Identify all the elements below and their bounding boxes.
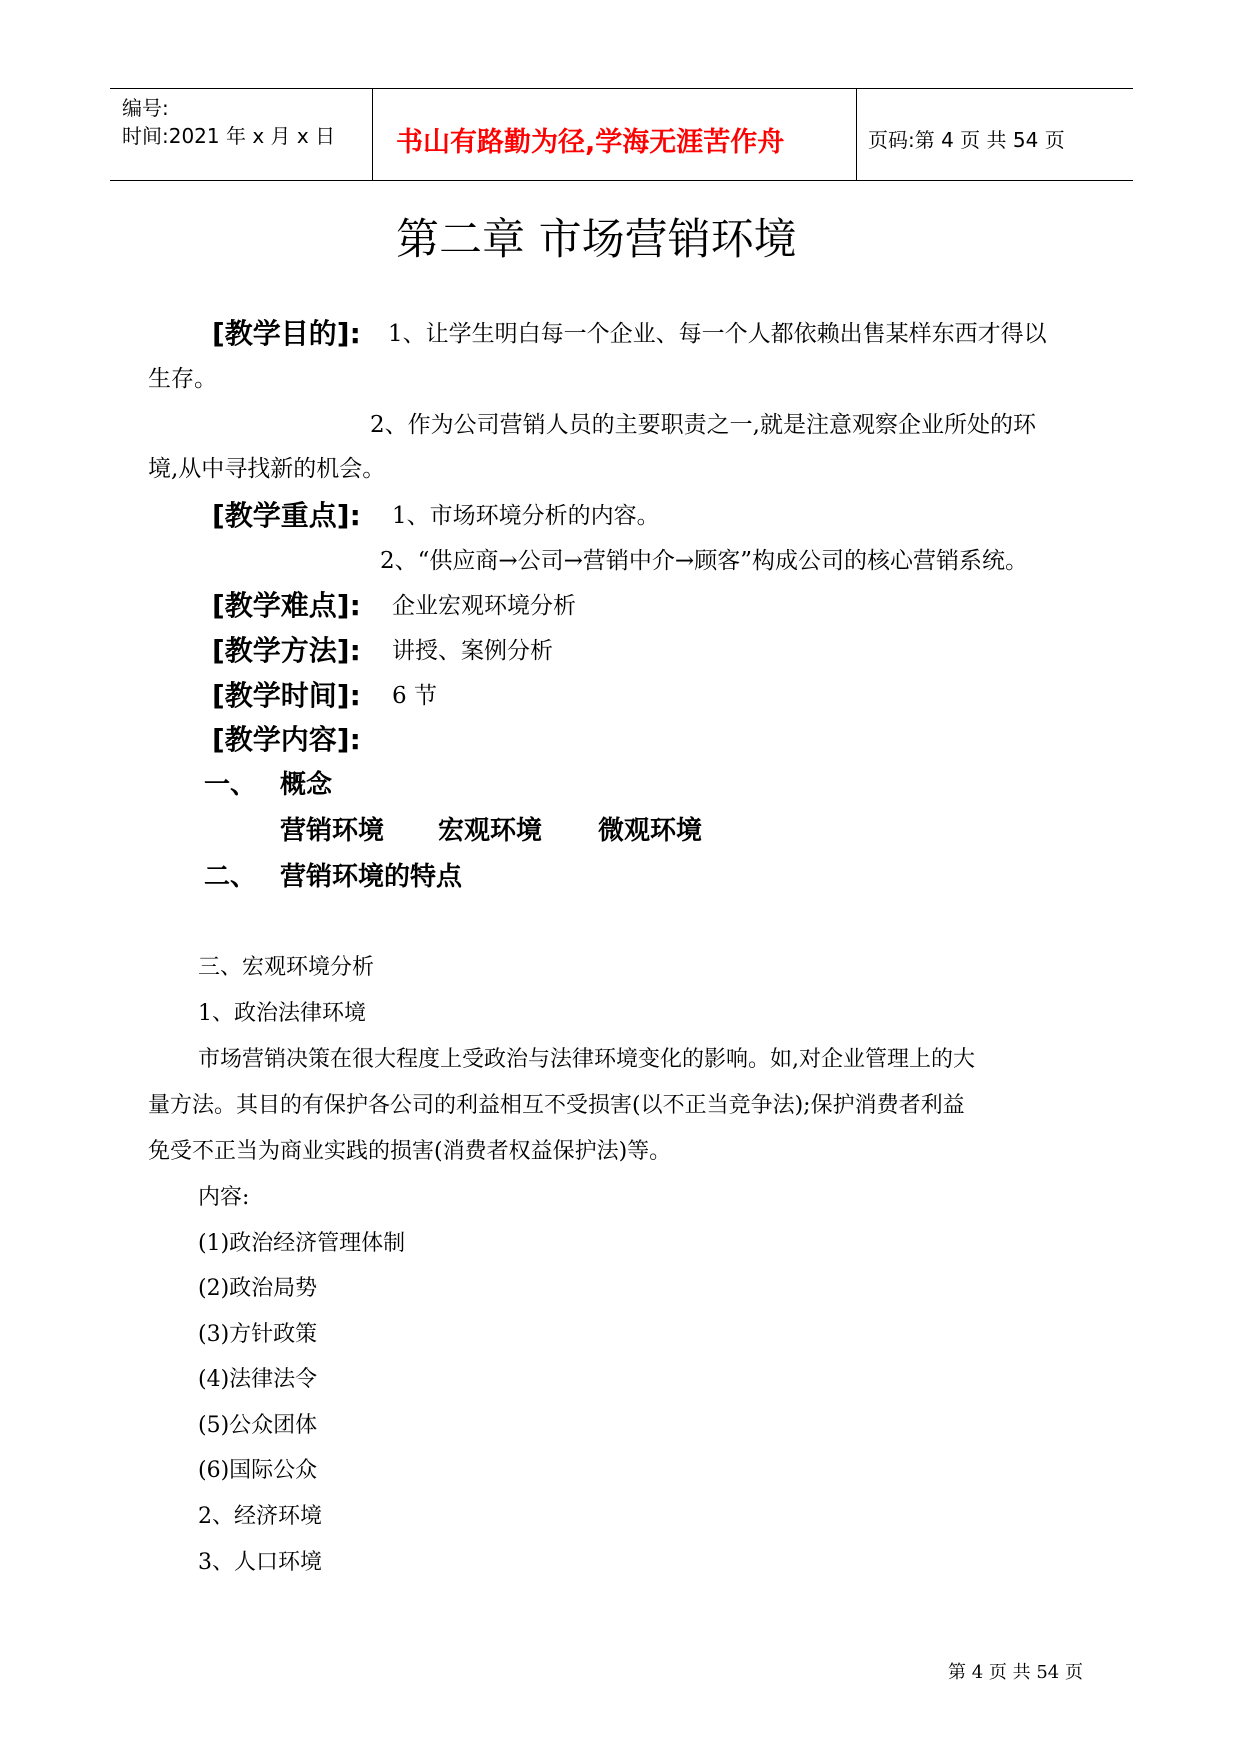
section2-title: 营销环境的特点 [280,862,463,892]
objectives-line2: 2、作为公司营销人员的主要职责之一,就是注意观察企业所处的环 [370,412,1036,438]
duration-label: [教学时间]: [212,679,361,712]
term-micro-environment: 微观环境 [598,816,703,846]
key-points-line1: 1、市场环境分析的内容。 [392,503,660,529]
key-points-line2: 2、“供应商→公司→营销中介→顾客”构成公司的核心营销系统。 [380,548,1028,574]
motto: 书山有路勤为径,学海无涯苦作舟 [396,127,785,158]
time-label: 时间:2021 年 x 月 x 日 [122,124,336,148]
method-text: 讲授、案例分析 [392,638,553,664]
header-bottom-rule [110,180,1133,181]
objectives-line1-cont: 生存。 [148,366,217,392]
sub-item: (2)政治局势 [198,1276,318,1301]
difficulty-text: 企业宏观环境分析 [392,593,576,619]
item3-heading: 3、人口环境 [198,1550,322,1575]
content-subheading: 内容: [198,1185,250,1210]
difficulty-label: [教学难点]: [212,589,361,622]
term-marketing-environment: 营销环境 [280,816,385,846]
sub-item: (6)国际公众 [198,1458,318,1483]
duration-text: 6 节 [392,683,437,709]
sub-item: (5)公众团体 [198,1413,318,1438]
sub-item: (4)法律法令 [198,1367,318,1392]
key-points-label: [教学重点]: [212,499,361,532]
serial-label: 编号: [122,96,169,120]
header-divider-right [856,88,857,180]
item1-heading: 1、政治法律环境 [198,1001,366,1026]
paragraph-line1: 市场营销决策在很大程度上受政治与法律环境变化的影响。如,对企业管理上的大 [198,1047,975,1072]
section1-title: 概念 [280,770,333,800]
sub-item: (1)政治经济管理体制 [198,1231,406,1256]
method-label: [教学方法]: [212,634,361,667]
section1-number: 一、 [204,770,257,800]
section3-heading: 三、宏观环境分析 [198,955,375,980]
chapter-title: 第二章 市场营销环境 [396,215,797,265]
page-code: 页码:第 4 页 共 54 页 [868,128,1065,152]
content-label: [教学内容]: [212,723,361,756]
header-divider-left [372,88,373,180]
paragraph-line3: 免受不正当为商业实践的损害(消费者权益保护法)等。 [148,1139,672,1164]
objectives-line2-cont: 境,从中寻找新的机会。 [148,456,386,482]
section2-number: 二、 [204,862,257,892]
paragraph-line2: 量方法。其目的有保护各公司的利益相互不受损害(以不正当竞争法);保护消费者利益 [148,1093,965,1118]
objectives-line1: 1、让学生明白每一个企业、每一个人都依赖出售某样东西才得以 [388,321,1047,347]
term-macro-environment: 宏观环境 [438,816,543,846]
item2-heading: 2、经济环境 [198,1504,322,1529]
header-top-rule [110,88,1133,89]
page-footer: 第 4 页 共 54 页 [948,1662,1083,1683]
objectives-label: [教学目的]: [212,317,361,350]
sub-item: (3)方针政策 [198,1322,318,1347]
